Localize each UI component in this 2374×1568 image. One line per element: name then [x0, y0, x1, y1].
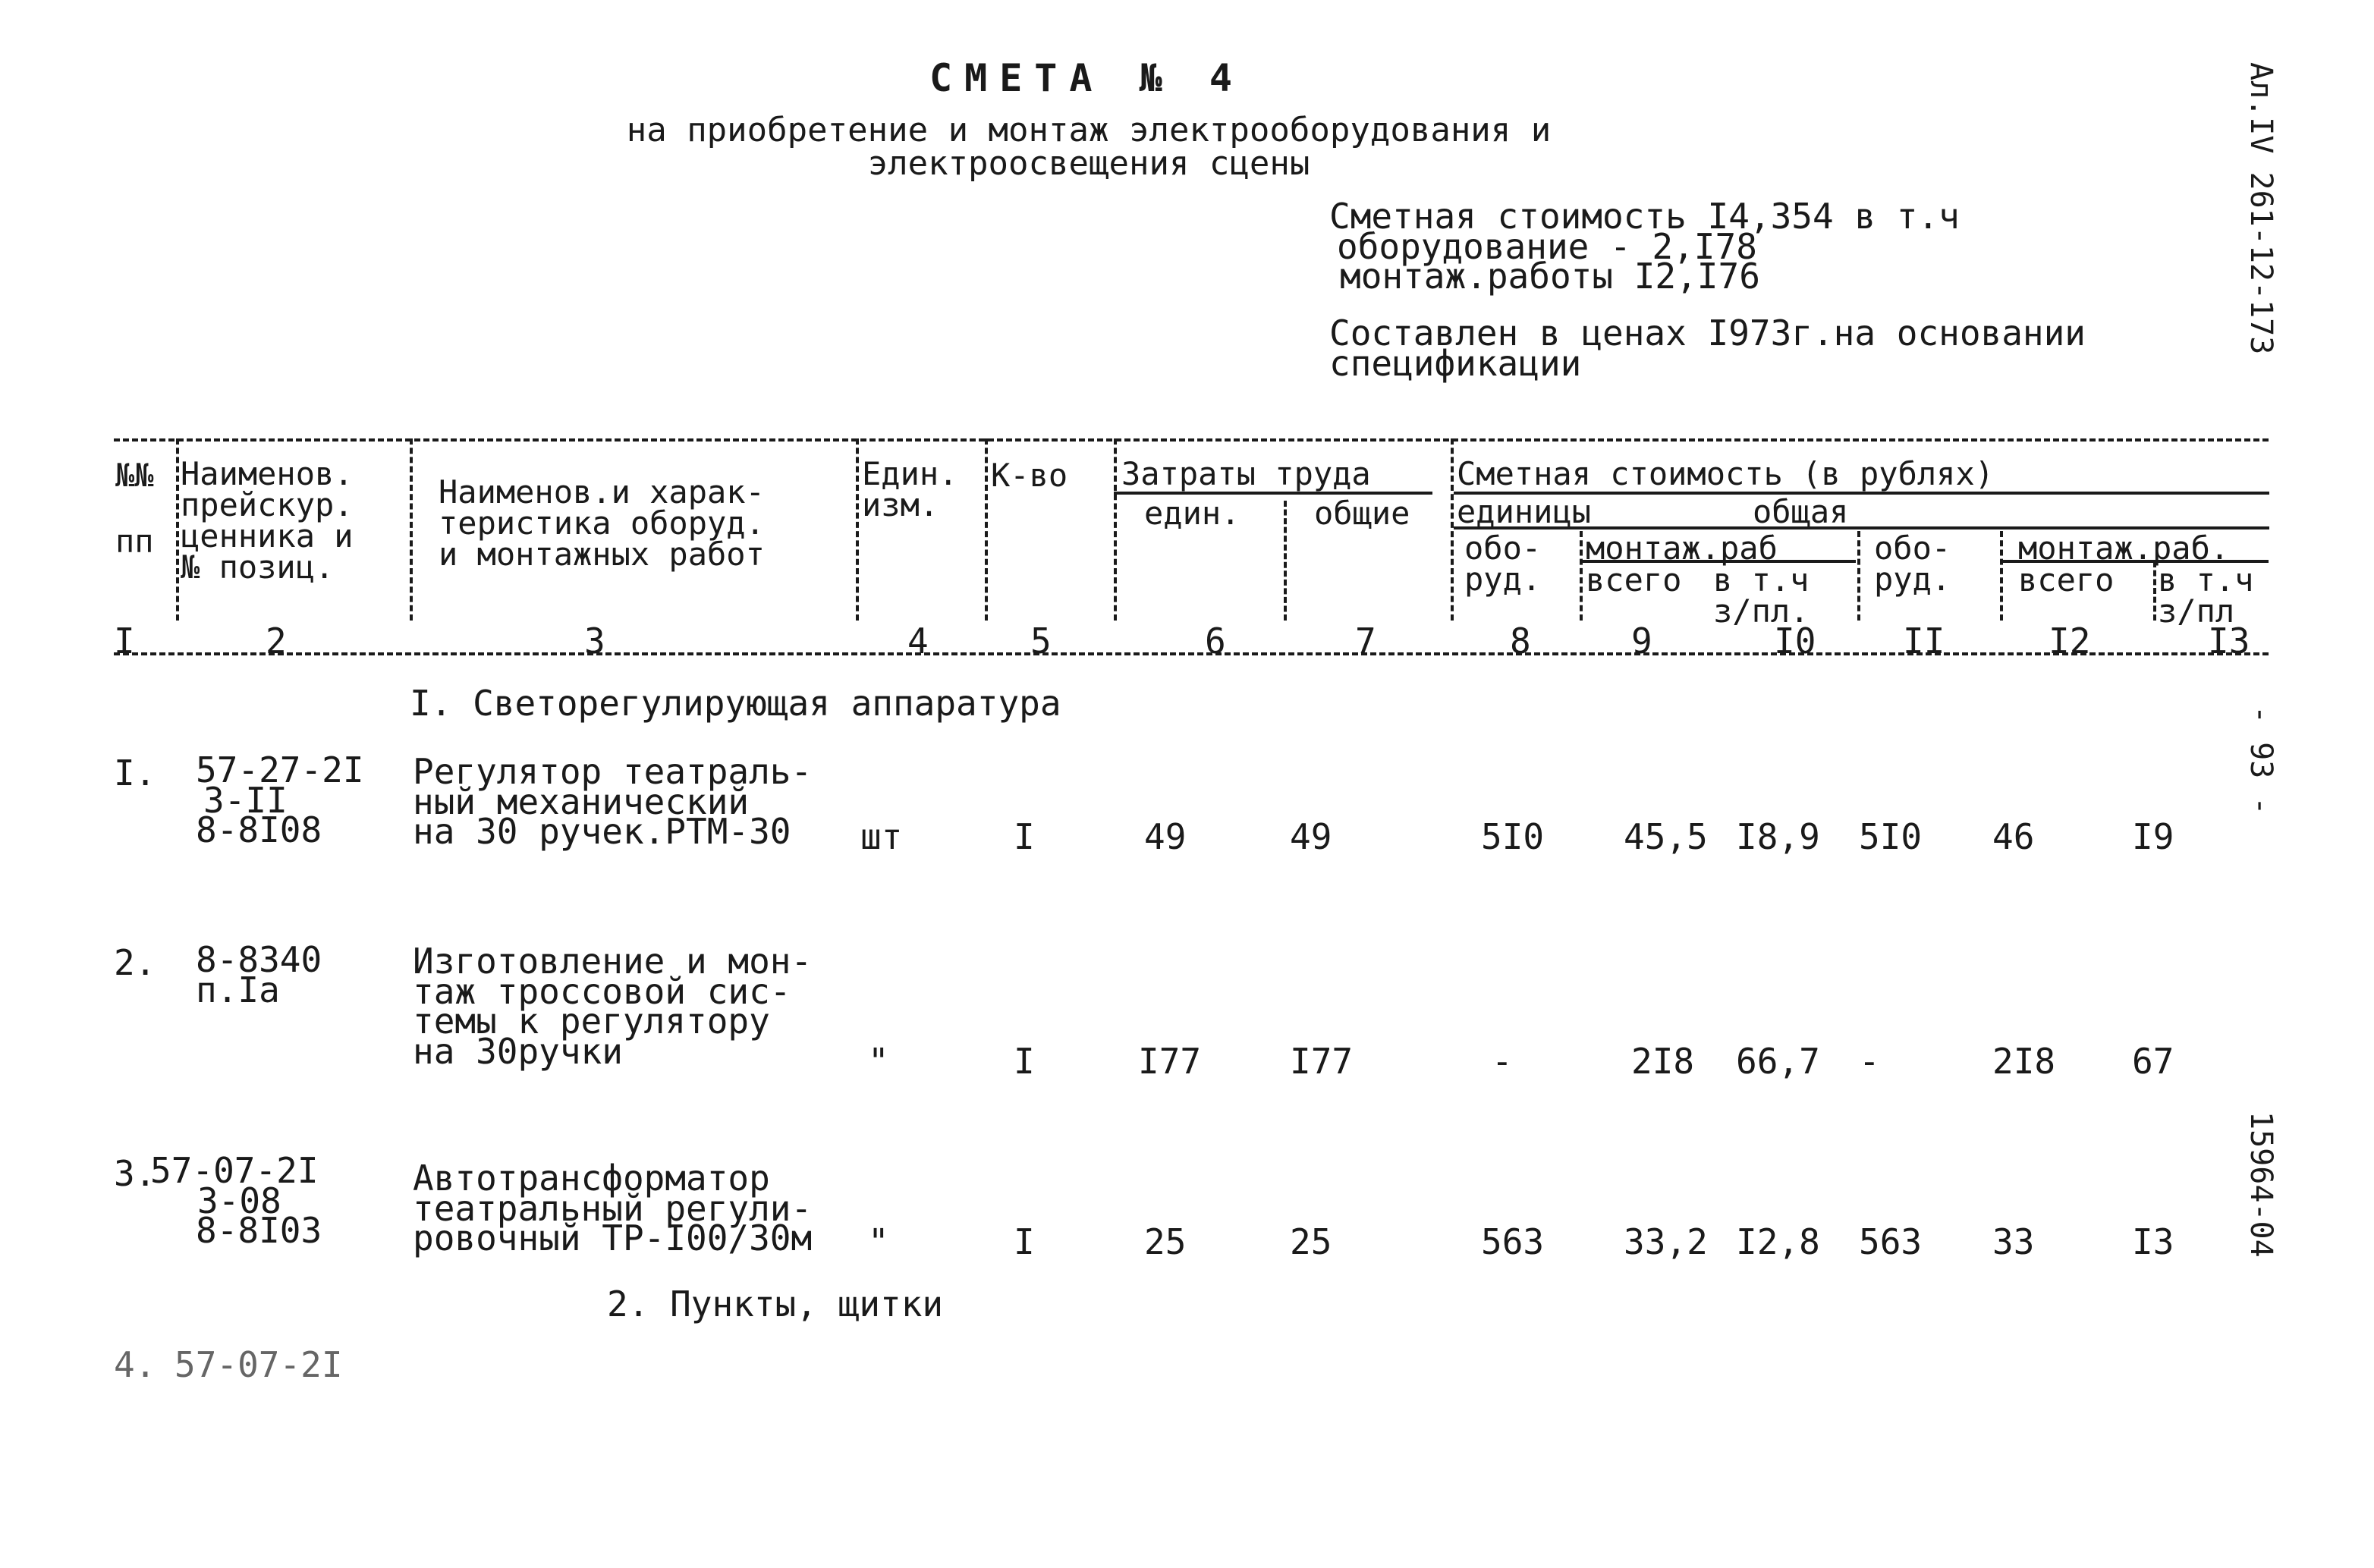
cost-line: монтаж.работы I2,I76 [1340, 256, 1760, 297]
row-unit: " [868, 1221, 889, 1262]
name-line: на 30 ручек.РТМ-30 [413, 811, 791, 853]
row-wage-2: 67 [2132, 1041, 2174, 1082]
header-text: Наименов. [181, 455, 354, 492]
cost-line: оборудование - 2,I78 [1337, 225, 1757, 267]
row-name [413, 941, 813, 1072]
header-text: и монтажных работ [439, 536, 765, 573]
section-title: I. Светорегулирующая аппаратура [410, 683, 1061, 724]
name-line: Изготовление и мон- [413, 941, 813, 982]
column-number: 8 [1510, 621, 1531, 661]
column-number: 7 [1355, 621, 1376, 661]
column-number: I0 [1774, 621, 1816, 661]
basis-line: спецификации [1329, 342, 1582, 384]
subtitle-line: на приобретение и монтаж электрооборудования и [626, 111, 1552, 149]
row-number: 2. [114, 942, 156, 983]
row-number: 4. [114, 1344, 156, 1385]
row-code: 57-07-2I [175, 1344, 343, 1385]
row-code [150, 1150, 322, 1252]
name-line: ровочный ТР-I00/30м [413, 1218, 813, 1259]
header-divider [1451, 438, 1454, 621]
header-divider [176, 438, 179, 621]
column-number: I2 [2049, 621, 2091, 661]
header-montage-work-2: монтаж.раб. [2018, 529, 2230, 567]
header-divider [2153, 561, 2156, 621]
header-total: всего [1586, 561, 1682, 599]
name-line: темы к регулятору [413, 1001, 770, 1042]
header-labor-total: общие [1314, 495, 1410, 532]
row-equip: 563 [1481, 1221, 1545, 1262]
column-number: 4 [907, 621, 929, 661]
header-divider [1580, 531, 1583, 621]
row-unit: шт [860, 816, 903, 857]
header-divider [410, 438, 413, 621]
header-col-name [439, 473, 765, 573]
header-text: Наименов.и харак- [439, 473, 765, 511]
row-qty: I [1014, 1041, 1035, 1082]
row-total: 45,5 [1624, 816, 1708, 857]
row-labor-total: 49 [1290, 816, 1332, 857]
header-cost-group: Сметная стоимость (в рублях) [1457, 455, 1995, 492]
margin-register-number: 15964-04 [2244, 1111, 2278, 1258]
row-code [196, 939, 322, 1010]
code-line: п.Iа [196, 969, 280, 1010]
code-line: 3-08 [197, 1180, 281, 1221]
row-equip: 5I0 [1481, 816, 1545, 857]
colnum-rule [114, 652, 2269, 655]
header-text: з/пл. [1713, 592, 1810, 630]
doc-title: СМЕТА № 4 [929, 56, 1244, 100]
header-col-pricelist [181, 455, 354, 586]
header-equip [1464, 529, 1542, 599]
name-line: на 30ручки [413, 1030, 623, 1072]
row-labor-total: 25 [1290, 1221, 1332, 1262]
row-labor-unit: 25 [1144, 1221, 1187, 1262]
header-equip-2 [1874, 529, 1951, 599]
cost-summary [1329, 196, 1960, 297]
header-total-2: всего [2018, 561, 2115, 599]
row-equip-2: - [1859, 1041, 1880, 1082]
basis-line: Составлен в ценах I973г.на основании [1329, 313, 2086, 354]
row-total-2: 46 [1992, 816, 2035, 857]
header-divider [985, 438, 988, 621]
code-line: 8-8340 [196, 939, 322, 980]
header-divider [2000, 531, 2003, 621]
column-number: I [114, 621, 135, 661]
header-text: обо- [1874, 529, 1951, 567]
code-line: 8-8I08 [196, 809, 322, 851]
code-line: 8-8I03 [196, 1210, 322, 1252]
header-montage-work: монтаж.раб [1586, 529, 1778, 567]
row-wage: 66,7 [1736, 1041, 1820, 1082]
row-code [196, 749, 364, 851]
header-text: Един. [862, 455, 958, 492]
header-labor-unit: един. [1144, 495, 1240, 532]
header-text: руд. [1874, 561, 1951, 599]
name-line: таж троссовой сис- [413, 970, 791, 1012]
header-unit-group: единицы [1457, 493, 1592, 530]
header-text: з/пл [2158, 592, 2235, 630]
header-text: № позиц. [181, 548, 335, 586]
subtitle-line: электроосвещения сцены [867, 144, 1310, 183]
name-line: ный механический [413, 781, 750, 822]
code-line: 57-07-2I [150, 1150, 319, 1191]
column-number: 9 [1631, 621, 1652, 661]
name-line: Автотрансформатор [413, 1158, 770, 1199]
header-incl-wage-2 [2158, 561, 2254, 630]
row-equip: - [1492, 1041, 1513, 1082]
header-col-qty: К-во [991, 457, 1068, 494]
row-wage: I8,9 [1736, 816, 1820, 857]
header-text: обо- [1464, 529, 1542, 567]
margin-page-number: - 93 - [2244, 705, 2278, 815]
name-line: театральный регули- [413, 1187, 813, 1229]
header-divider [856, 438, 859, 621]
header-top-rule [114, 438, 2269, 441]
header-text: руд. [1464, 561, 1542, 599]
row-name [413, 751, 813, 853]
column-number: I3 [2208, 621, 2250, 661]
row-equip-2: 563 [1859, 1221, 1923, 1262]
row-labor-unit: I77 [1138, 1041, 1202, 1082]
column-number: II [1903, 621, 1945, 661]
header-labor-group: Затраты труда [1121, 455, 1371, 492]
row-qty: I [1014, 816, 1035, 857]
row-total-2: 2I8 [1992, 1041, 2056, 1082]
row-wage-2: I3 [2132, 1221, 2174, 1262]
header-total-group: общая [1753, 493, 1849, 530]
header-col-unit [862, 455, 958, 524]
header-incl-wage [1713, 561, 1810, 630]
column-number: 2 [266, 621, 287, 661]
header-text: прейскур. [181, 486, 354, 524]
header-text: пп [115, 523, 154, 561]
header-text: ценника и [181, 517, 354, 555]
row-qty: I [1014, 1221, 1035, 1262]
header-text: теристика оборуд. [439, 504, 765, 542]
row-labor-total: I77 [1290, 1041, 1354, 1082]
row-number: 3. [114, 1153, 156, 1194]
code-line: 57-27-2I [196, 749, 364, 790]
header-divider [1284, 501, 1287, 621]
header-text: в т.ч [1713, 561, 1810, 599]
row-total-2: 33 [1992, 1221, 2035, 1262]
margin-code: Ал.IV 261-12-173 [2244, 62, 2278, 355]
code-line: 3-II [203, 779, 288, 821]
row-labor-unit: 49 [1144, 816, 1187, 857]
section-title: 2. Пункты, щитки [607, 1284, 944, 1324]
row-wage-2: I9 [2132, 816, 2174, 857]
header-divider [1857, 531, 1860, 621]
price-basis [1329, 313, 2086, 384]
header-col-num [115, 457, 154, 561]
header-text: изм. [862, 486, 939, 524]
row-wage: I2,8 [1736, 1221, 1820, 1262]
column-number: 6 [1205, 621, 1226, 661]
column-number: 5 [1030, 621, 1052, 661]
row-equip-2: 5I0 [1859, 816, 1923, 857]
cost-line: Сметная стоимость I4,354 в т.ч [1329, 196, 1960, 237]
header-text: №№ [115, 457, 154, 494]
header-text: в т.ч [2158, 561, 2254, 599]
header-divider [1114, 438, 1117, 621]
column-number: 3 [584, 621, 605, 661]
row-total: 2I8 [1631, 1041, 1695, 1082]
row-unit: " [868, 1041, 889, 1082]
name-line: Регулятор театраль- [413, 751, 813, 792]
doc-subtitle [584, 111, 1593, 183]
row-name [413, 1158, 813, 1259]
row-number: I. [114, 753, 156, 793]
row-total: 33,2 [1624, 1221, 1708, 1262]
